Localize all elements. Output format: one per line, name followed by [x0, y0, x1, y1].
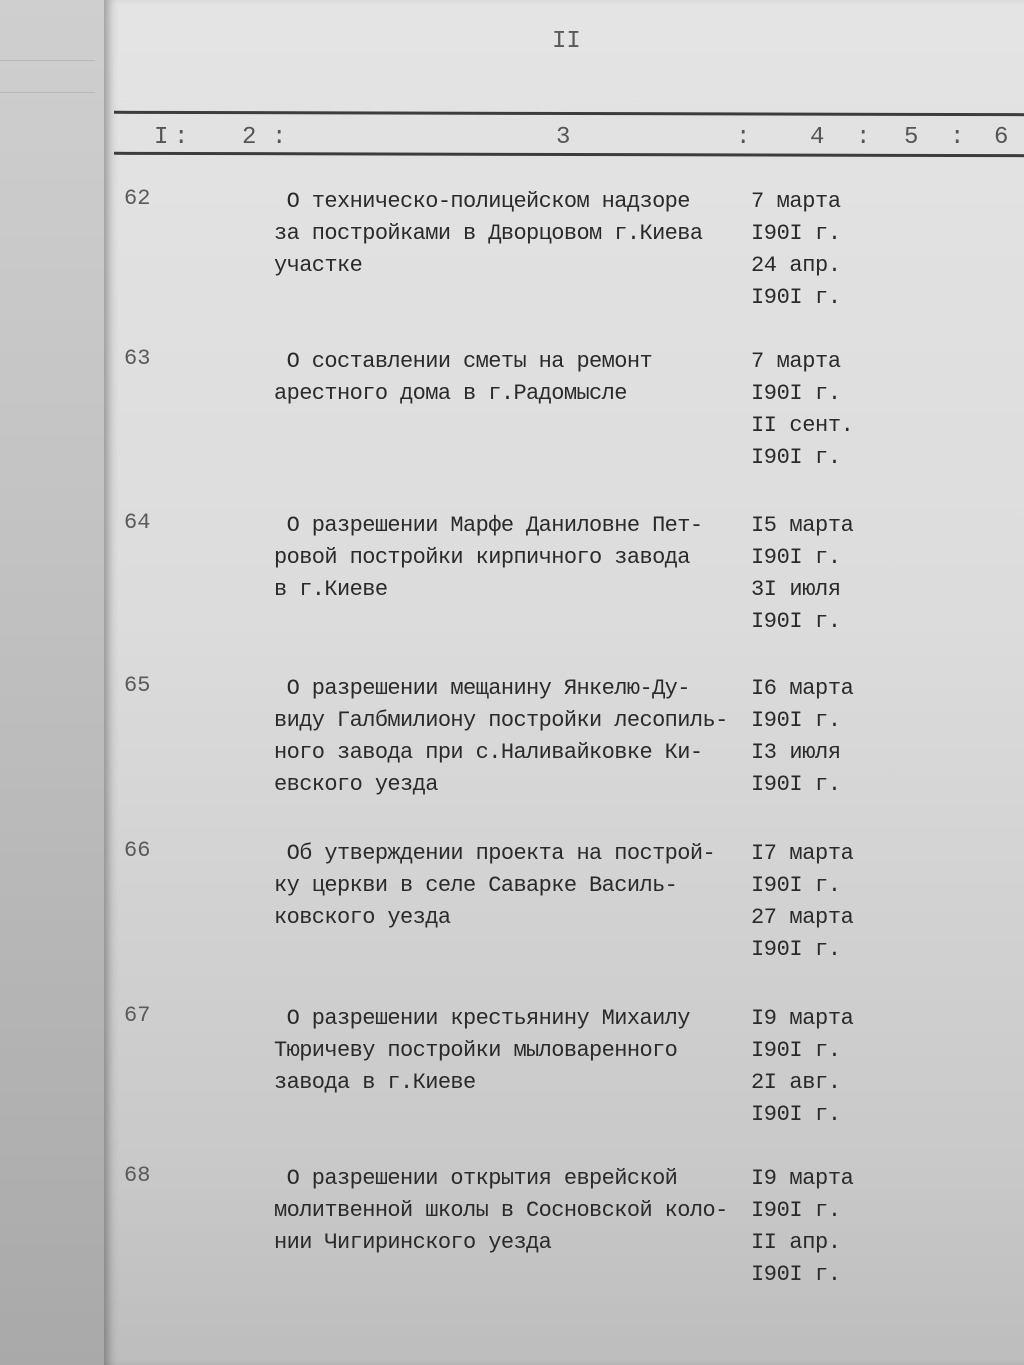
date-line: I9 марта [751, 1166, 854, 1191]
column-separator: : [272, 124, 287, 151]
date-line: I90I г. [751, 609, 841, 634]
entry-title [274, 838, 764, 934]
title-line: О разрешении мещанину Янкелю-Ду- [274, 676, 690, 701]
title-line: виду Галбмилиону постройки лесопиль- [274, 708, 728, 733]
date-line: 7 марта [751, 189, 841, 214]
document-page [104, 0, 1024, 1365]
title-line: О разрешении крестьянину Михаилу [274, 1006, 690, 1031]
title-line: молитвенной школы в Сосновской коло- [274, 1198, 728, 1223]
entry-number: 67 [124, 1003, 151, 1028]
header-rule-bottom [114, 152, 1024, 157]
date-line: I90I г. [751, 221, 841, 246]
title-line: евского уезда [274, 772, 438, 797]
column-header-6: 6 [994, 124, 1009, 151]
entry-dates [751, 1003, 891, 1131]
title-line: Тюричеву постройки мыловаренного [274, 1038, 678, 1063]
date-line: II сент. [751, 413, 854, 438]
gutter-line [0, 92, 95, 93]
header-rule-top [114, 111, 1024, 116]
left-facing-page-edge [0, 0, 104, 1365]
gutter-line [0, 60, 95, 61]
entry-title [274, 1163, 764, 1259]
entry-title [274, 186, 764, 282]
entry-number: 63 [124, 346, 151, 371]
title-line: О составлении сметы на ремонт [274, 349, 653, 374]
title-line: в г.Киеве [274, 577, 388, 602]
date-line: I3 июля [751, 740, 841, 765]
entry-dates [751, 346, 891, 474]
title-line: ного завода при с.Наливайковке Ки- [274, 740, 703, 765]
date-line: II апр. [751, 1230, 841, 1255]
entry-dates [751, 673, 891, 801]
date-line: I90I г. [751, 873, 841, 898]
entry-title [274, 1003, 764, 1099]
date-line: 3I июля [751, 577, 841, 602]
column-header-2: 2 [242, 124, 257, 151]
entry-number: 62 [124, 186, 151, 211]
title-line: О техническо-полицейском надзоре [274, 189, 690, 214]
title-line: О разрешении открытия еврейской [274, 1166, 678, 1191]
title-line: участке [274, 253, 363, 278]
entry-title [274, 346, 764, 410]
title-line: арестного дома в г.Радомысле [274, 381, 627, 406]
column-separator: : [950, 124, 965, 151]
entry-dates [751, 838, 891, 966]
title-line: Об утверждении проекта на построй- [274, 841, 716, 866]
date-line: 24 апр. [751, 253, 841, 278]
entry-dates [751, 510, 891, 638]
date-line: I90I г. [751, 937, 841, 962]
title-line: ковского уезда [274, 905, 451, 930]
column-header-5: 5 [904, 124, 919, 151]
title-line: нии Чигиринского уезда [274, 1230, 552, 1255]
date-line: 2I авг. [751, 1070, 841, 1095]
date-line: I90I г. [751, 1102, 841, 1127]
date-line: I90I г. [751, 381, 841, 406]
date-line: I90I г. [751, 545, 841, 570]
date-line: I90I г. [751, 1262, 841, 1287]
entry-title [274, 510, 764, 606]
entry-number: 65 [124, 673, 151, 698]
page-number: II [552, 28, 581, 55]
title-line: завода в г.Киеве [274, 1070, 476, 1095]
title-line: за постройками в Дворцовом г.Киева [274, 221, 703, 246]
entry-title [274, 673, 764, 801]
date-line: I90I г. [751, 285, 841, 310]
column-separator: : [856, 124, 871, 151]
entry-dates [751, 1163, 891, 1291]
entry-number: 68 [124, 1163, 151, 1188]
date-line: I90I г. [751, 772, 841, 797]
date-line: I90I г. [751, 1038, 841, 1063]
date-line: I6 марта [751, 676, 854, 701]
title-line: ку церкви в селе Саварке Василь- [274, 873, 678, 898]
entry-number: 66 [124, 838, 151, 863]
entry-number: 64 [124, 510, 151, 535]
entry-dates [751, 186, 891, 314]
date-line: I90I г. [751, 445, 841, 470]
date-line: I90I г. [751, 1198, 841, 1223]
title-line: ровой постройки кирпичного завода [274, 545, 690, 570]
date-line: I7 марта [751, 841, 854, 866]
column-header-1: I [154, 124, 169, 151]
date-line: I9 марта [751, 1006, 854, 1031]
column-separator: : [736, 124, 751, 151]
date-line: I90I г. [751, 708, 841, 733]
column-header-3: 3 [556, 124, 571, 151]
date-line: I5 марта [751, 513, 854, 538]
date-line: 7 марта [751, 349, 841, 374]
date-line: 27 марта [751, 905, 854, 930]
column-separator: : [174, 124, 189, 151]
column-header-4: 4 [810, 124, 825, 151]
title-line: О разрешении Марфе Даниловне Пет- [274, 513, 703, 538]
